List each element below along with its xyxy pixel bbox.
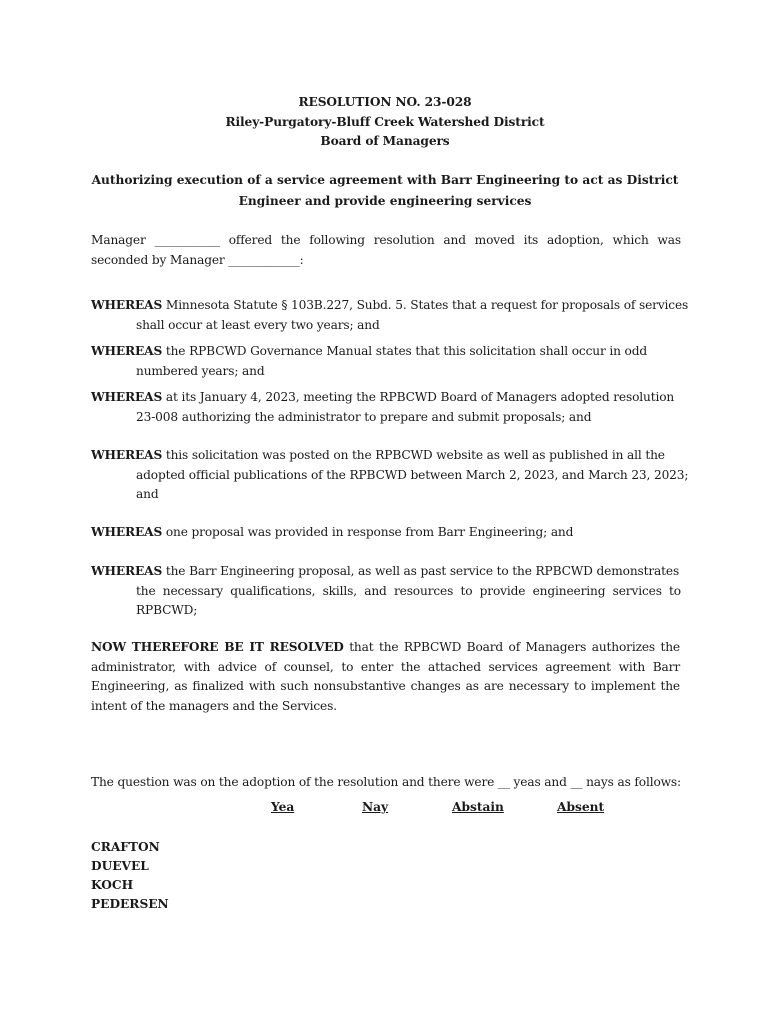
whereas-text: the Barr Engineering proposal, as well as past service to the RPBCWD demonstrates [165,564,680,578]
whereas-continuation: shall occur at least every two years; and [136,317,380,332]
board-name: Board of Managers [320,134,450,148]
whereas-keyword: WHEREAS [91,298,163,312]
resolved-text: that the RPBCWD Board of Managers authorizes the [349,640,680,654]
whereas-keyword: WHEREAS [91,344,163,358]
member-name: CRAFTON [91,840,160,854]
whereas-continuation: and [136,487,159,501]
whereas-continuation: 23-008 authorizing the administrator to prepare and submit proposals; and [136,409,592,424]
whereas-keyword: WHEREAS [91,564,163,578]
whereas-continuation: adopted official publications of the RPBCWD between March 2, 2023, and March 23, 2023; [136,467,689,482]
member-list [91,838,169,914]
whereas-clause [91,523,681,543]
resolution-subject-line-2: Engineer and provide engineering services [238,194,532,208]
vote-column-absent: Absent [557,800,605,814]
vote-column-abstain: Abstain [452,800,504,814]
resolved-text: administrator, with advice of counsel, to enter the attached services agreement with Barr [91,659,680,674]
whereas-text: this solicitation was posted on the RPBCWD website as well as published in all the [165,448,665,462]
member-name: KOCH [91,878,134,892]
whereas-clause [91,446,689,505]
whereas-clause [91,342,681,381]
resolved-paragraph [91,638,680,716]
whereas-continuation: numbered years; and [136,363,265,378]
member-name: PEDERSEN [91,897,169,911]
whereas-text: one proposal was provided in response from Barr Engineering; and [165,525,574,539]
whereas-continuation: the necessary qualifications, skills, and resources to provide engineering services to [136,583,681,598]
whereas-clause [91,388,681,427]
whereas-text: Minnesota Statute § 103B.227, Subd. 5. States that a request for proposals of services [165,298,689,312]
motion-line-2: seconded by Manager ____________: [91,252,304,267]
whereas-keyword: WHEREAS [91,525,163,539]
whereas-keyword: WHEREAS [91,390,163,404]
resolved-keyword: NOW THEREFORE BE IT RESOLVED [91,640,344,654]
motion-paragraph [91,231,681,270]
district-name: Riley-Purgatory-Bluff Creek Watershed District [225,115,545,129]
whereas-clause [91,562,681,621]
motion-line-1: Manager ___________ offered the following resolution and moved its adoption, which was [91,233,681,247]
whereas-clause [91,296,689,335]
whereas-continuation: RPBCWD; [136,603,198,617]
resolution-subject-line-1: Authorizing execution of a service agreement with Barr Engineering to act as District [91,173,679,187]
whereas-text: the RPBCWD Governance Manual states that this solicitation shall occur in odd [165,344,648,358]
vote-column-nay: Nay [362,800,389,814]
resolved-text: Engineering, as finalized with such nonsubstantive changes as are necessary to implement the [91,679,680,693]
member-name: DUEVEL [91,859,149,873]
whereas-text: at its January 4, 2023, meeting the RPBCWD Board of Managers adopted resolution [165,390,675,404]
resolution-number: RESOLUTION NO. 23-028 [298,95,472,109]
vote-question: The question was on the adoption of the resolution and there were __ yeas and __ nays as follows: [91,775,681,789]
resolved-text: intent of the managers and the Services. [91,698,337,713]
vote-column-yea: Yea [271,800,295,814]
whereas-keyword: WHEREAS [91,448,163,462]
